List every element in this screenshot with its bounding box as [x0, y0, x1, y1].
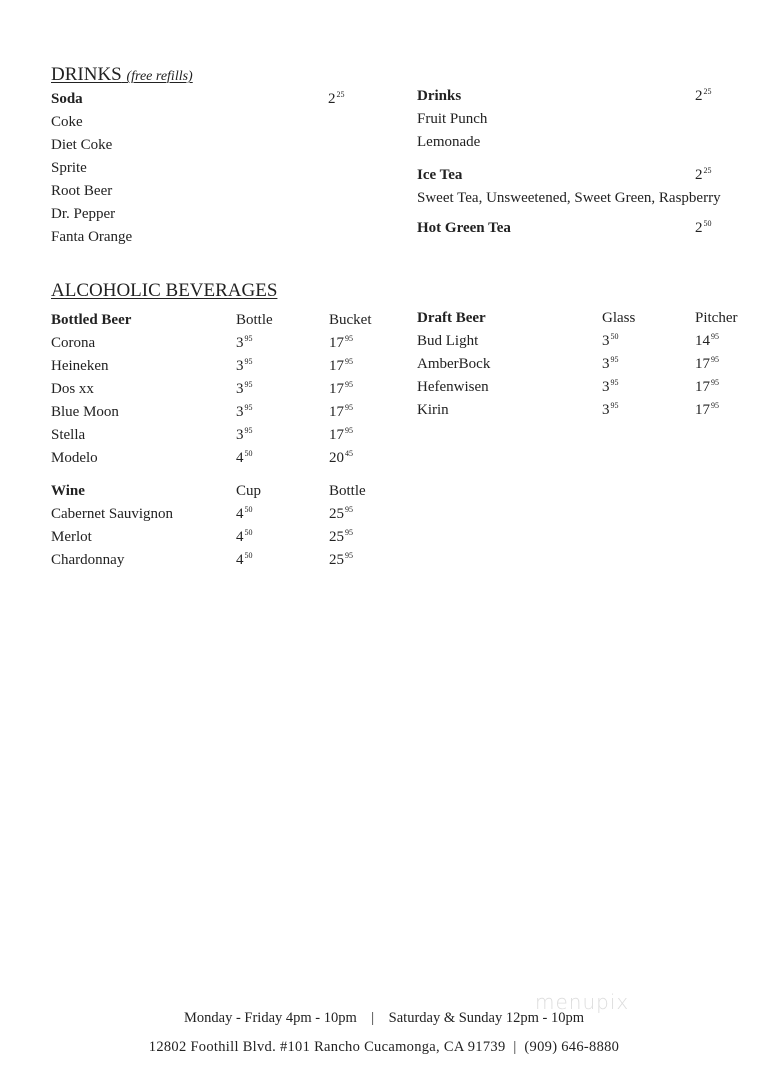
- price-cents: 45: [345, 449, 353, 458]
- table-header-row: [51, 309, 391, 332]
- item-name: Fanta Orange: [51, 229, 133, 245]
- column-header: Bottle: [236, 312, 273, 328]
- price-cents: 95: [345, 528, 353, 537]
- table-row: [417, 353, 757, 376]
- price: $17^{95}$: [695, 401, 719, 418]
- table-row: [51, 355, 391, 378]
- table-row: [51, 503, 391, 526]
- price: $4^{50}$: [236, 551, 253, 568]
- price: $2^{25}$: [328, 90, 345, 107]
- price: $4^{50}$: [236, 449, 253, 466]
- list-item: [51, 111, 371, 134]
- price-cents: 95: [244, 426, 253, 435]
- item-name: Sweet Tea, Unsweetened, Sweet Green, Raspberry: [417, 190, 721, 206]
- column-header: Bottled Beer: [51, 312, 132, 328]
- table-row: [417, 399, 757, 422]
- ice-tea-section: [417, 164, 747, 210]
- price: $3^{95}$: [602, 378, 619, 395]
- list-item: [417, 131, 747, 154]
- address-text: 12802 Foothill Blvd. #101 Rancho Cucamonga, CA 91739 | (909) 646-8880: [148, 1039, 620, 1055]
- hot-green-tea-section: [417, 217, 747, 240]
- price: $17^{95}$: [329, 380, 353, 397]
- price: $17^{95}$: [329, 426, 353, 443]
- item-name: Dos xx: [51, 381, 94, 397]
- price: $25^{95}$: [329, 551, 353, 568]
- draft-beer-table: [417, 307, 757, 422]
- drinks-heading: [51, 64, 193, 86]
- price-cents: 50: [244, 551, 253, 560]
- price-cents: 95: [711, 378, 719, 387]
- list-item: [51, 134, 371, 157]
- table-row: [51, 378, 391, 401]
- price-cents: 95: [345, 380, 353, 389]
- price: $25^{95}$: [329, 528, 353, 545]
- price: $3^{95}$: [602, 401, 619, 418]
- price-cents: 95: [711, 355, 719, 364]
- item-name: AmberBock: [417, 356, 491, 372]
- price: $3^{95}$: [236, 403, 253, 420]
- price-cents: 95: [244, 403, 253, 412]
- price-cents: 95: [610, 378, 619, 387]
- price-cents: 95: [244, 334, 253, 343]
- soda-section: [51, 88, 371, 249]
- price: $17^{95}$: [329, 403, 353, 420]
- item-name: Corona: [51, 335, 96, 351]
- price-cents: 25: [703, 166, 712, 175]
- wine-table: [51, 480, 391, 572]
- column-header: Pitcher: [695, 310, 738, 326]
- price: $17^{95}$: [695, 378, 719, 395]
- column-header: Wine: [51, 483, 85, 499]
- price-cents: 95: [610, 355, 619, 364]
- item-name: Chardonnay: [51, 552, 125, 568]
- item-name: Blue Moon: [51, 404, 119, 420]
- price: $14^{95}$: [695, 332, 719, 349]
- drinks-title: DRINKS: [51, 64, 122, 85]
- table-row: [417, 330, 757, 353]
- price-cents: 95: [345, 505, 353, 514]
- item-name: Coke: [51, 114, 83, 130]
- price: $25^{95}$: [329, 505, 353, 522]
- table-header-row: [417, 307, 757, 330]
- price-cents: 95: [345, 334, 353, 343]
- price: $2^{25}$: [695, 87, 712, 104]
- bottled-beer-table: [51, 309, 391, 470]
- price: $3^{95}$: [236, 357, 253, 374]
- section-header-row: [417, 164, 747, 187]
- column-header: Draft Beer: [417, 310, 486, 326]
- column-header: Bottle: [329, 483, 366, 499]
- price-cents: 95: [610, 401, 619, 410]
- column-header: Glass: [602, 310, 636, 326]
- price-cents: 50: [610, 332, 619, 341]
- price-cents: 95: [345, 426, 353, 435]
- price-cents: 95: [345, 357, 353, 366]
- price: $17^{95}$: [329, 357, 353, 374]
- hours-text: Monday - Friday 4pm - 10pm | Saturday & Sunday 12pm - 10pm: [183, 1010, 584, 1026]
- price-cents: 95: [345, 551, 353, 560]
- item-label: Hot Green Tea: [417, 220, 511, 236]
- table-row: [51, 401, 391, 424]
- price: $4^{50}$: [236, 505, 253, 522]
- price: $17^{95}$: [329, 334, 353, 351]
- price-cents: 95: [244, 380, 253, 389]
- item-name: Dr. Pepper: [51, 206, 116, 222]
- list-item: [51, 203, 371, 226]
- list-item: [417, 108, 747, 131]
- price-cents: 95: [345, 403, 353, 412]
- price: $3^{50}$: [602, 332, 619, 349]
- price-cents: 50: [244, 505, 253, 514]
- price: $2^{25}$: [695, 166, 712, 183]
- price: $3^{95}$: [602, 355, 619, 372]
- table-row: [51, 549, 391, 572]
- watermark-logo: menupix: [535, 990, 630, 1014]
- price-cents: 95: [244, 357, 253, 366]
- price-cents: 50: [703, 219, 712, 228]
- table-row: [51, 447, 391, 470]
- table-row: [417, 376, 757, 399]
- table-row: [51, 526, 391, 549]
- section-header-row: [417, 217, 747, 240]
- item-name: Lemonade: [417, 134, 481, 150]
- section-header-row: [51, 88, 371, 111]
- price-cents: 95: [711, 332, 719, 341]
- item-name: Merlot: [51, 529, 92, 545]
- column-header: Bucket: [329, 312, 372, 328]
- item-name: Sprite: [51, 160, 87, 176]
- list-item: [417, 187, 747, 210]
- price: $3^{95}$: [236, 334, 253, 351]
- price-cents: 25: [336, 90, 345, 99]
- price: $3^{95}$: [236, 380, 253, 397]
- price: $17^{95}$: [695, 355, 719, 372]
- table-row: [51, 332, 391, 355]
- item-name: Cabernet Sauvignon: [51, 506, 174, 522]
- item-name: Heineken: [51, 358, 109, 374]
- price: $4^{50}$: [236, 528, 253, 545]
- item-label: Soda: [51, 91, 83, 107]
- list-item: [51, 180, 371, 203]
- alcohol-heading: ALCOHOLIC BEVERAGES: [51, 280, 278, 301]
- price-cents: 95: [711, 401, 719, 410]
- item-name: Modelo: [51, 450, 98, 466]
- list-item: [51, 226, 371, 249]
- table-header-row: [51, 480, 391, 503]
- item-name: Diet Coke: [51, 137, 113, 153]
- price: $20^{45}$: [329, 449, 353, 466]
- column-header: Cup: [236, 483, 262, 499]
- item-name: Stella: [51, 427, 86, 443]
- item-name: Hefenwisen: [417, 379, 489, 395]
- price-cents: 25: [703, 87, 712, 96]
- item-name: Fruit Punch: [417, 111, 488, 127]
- item-name: Root Beer: [51, 183, 113, 199]
- price-cents: 50: [244, 528, 253, 537]
- price: $3^{95}$: [236, 426, 253, 443]
- item-label: Ice Tea: [417, 167, 463, 183]
- drinks-section: [417, 85, 747, 154]
- list-item: [51, 157, 371, 180]
- price-cents: 50: [244, 449, 253, 458]
- item-name: Kirin: [417, 402, 449, 418]
- section-header-row: [417, 85, 747, 108]
- item-name: Bud Light: [417, 333, 479, 349]
- table-row: [51, 424, 391, 447]
- drinks-note: (free refills): [126, 69, 193, 84]
- item-label: Drinks: [417, 88, 462, 104]
- price: $2^{50}$: [695, 219, 712, 236]
